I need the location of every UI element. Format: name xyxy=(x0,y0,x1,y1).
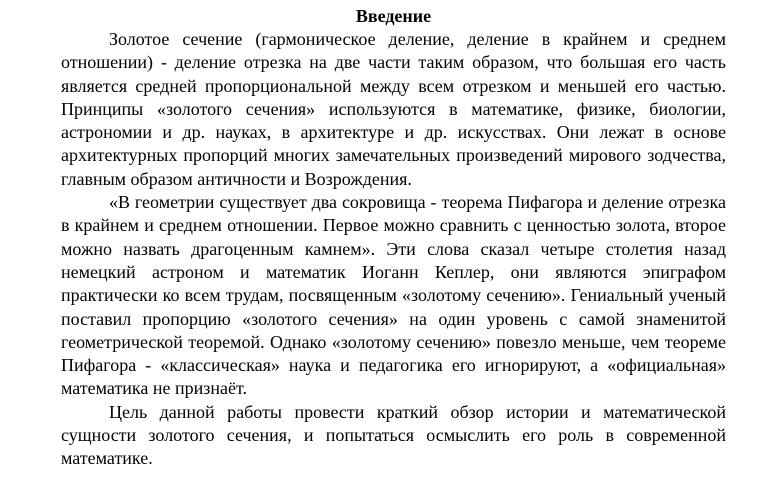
paragraph-definition: Золотое сечение (гармоническое деление, деление в крайнем и среднем отношении) - деление отрезка на две части таким образом, что большая его часть является средней пропорциональной между всем отрезком и меньшей его частью. Принципы «золотого сечения» используются в математике, физике, биологии, астрономии и др. науках, в архитектуре и др. искусствах. Они лежат в основе архитектурных пропорций многих замечательных произведений мирового зодчества, главным образом античности и Возрождения. xyxy=(61,29,726,189)
paragraph-kepler-quote: «В геометрии существует два сокровища - теорема Пифагора и деление отрезка в крайнем и среднем отношении. Первое можно сравнить с ценностью золота, второе можно назвать драгоценным камнем». Эти слова сказал четыре столетия назад немецкий астроном и математик Иоганн Кеплер, они являются эпиграфом практически ко всем трудам, посвященным «золотому сечению». Гениальный ученый поставил пропорцию «золотого сечения» на один уровень с самой знаменитой геометрической теоремой. Однако «золотому сечению» повезло меньше, чем теореме Пифагора - «классическая» наука и педагогика его игнорируют, а «официальная» математика не признаёт. xyxy=(61,192,726,399)
paragraph-goal: Цель данной работы провести краткий обзор истории и математической сущности золотого сечения, и попытаться осмыслить его роль в современной математике. xyxy=(61,401,726,469)
document-page xyxy=(61,4,726,471)
page-title: Введение xyxy=(355,6,432,26)
